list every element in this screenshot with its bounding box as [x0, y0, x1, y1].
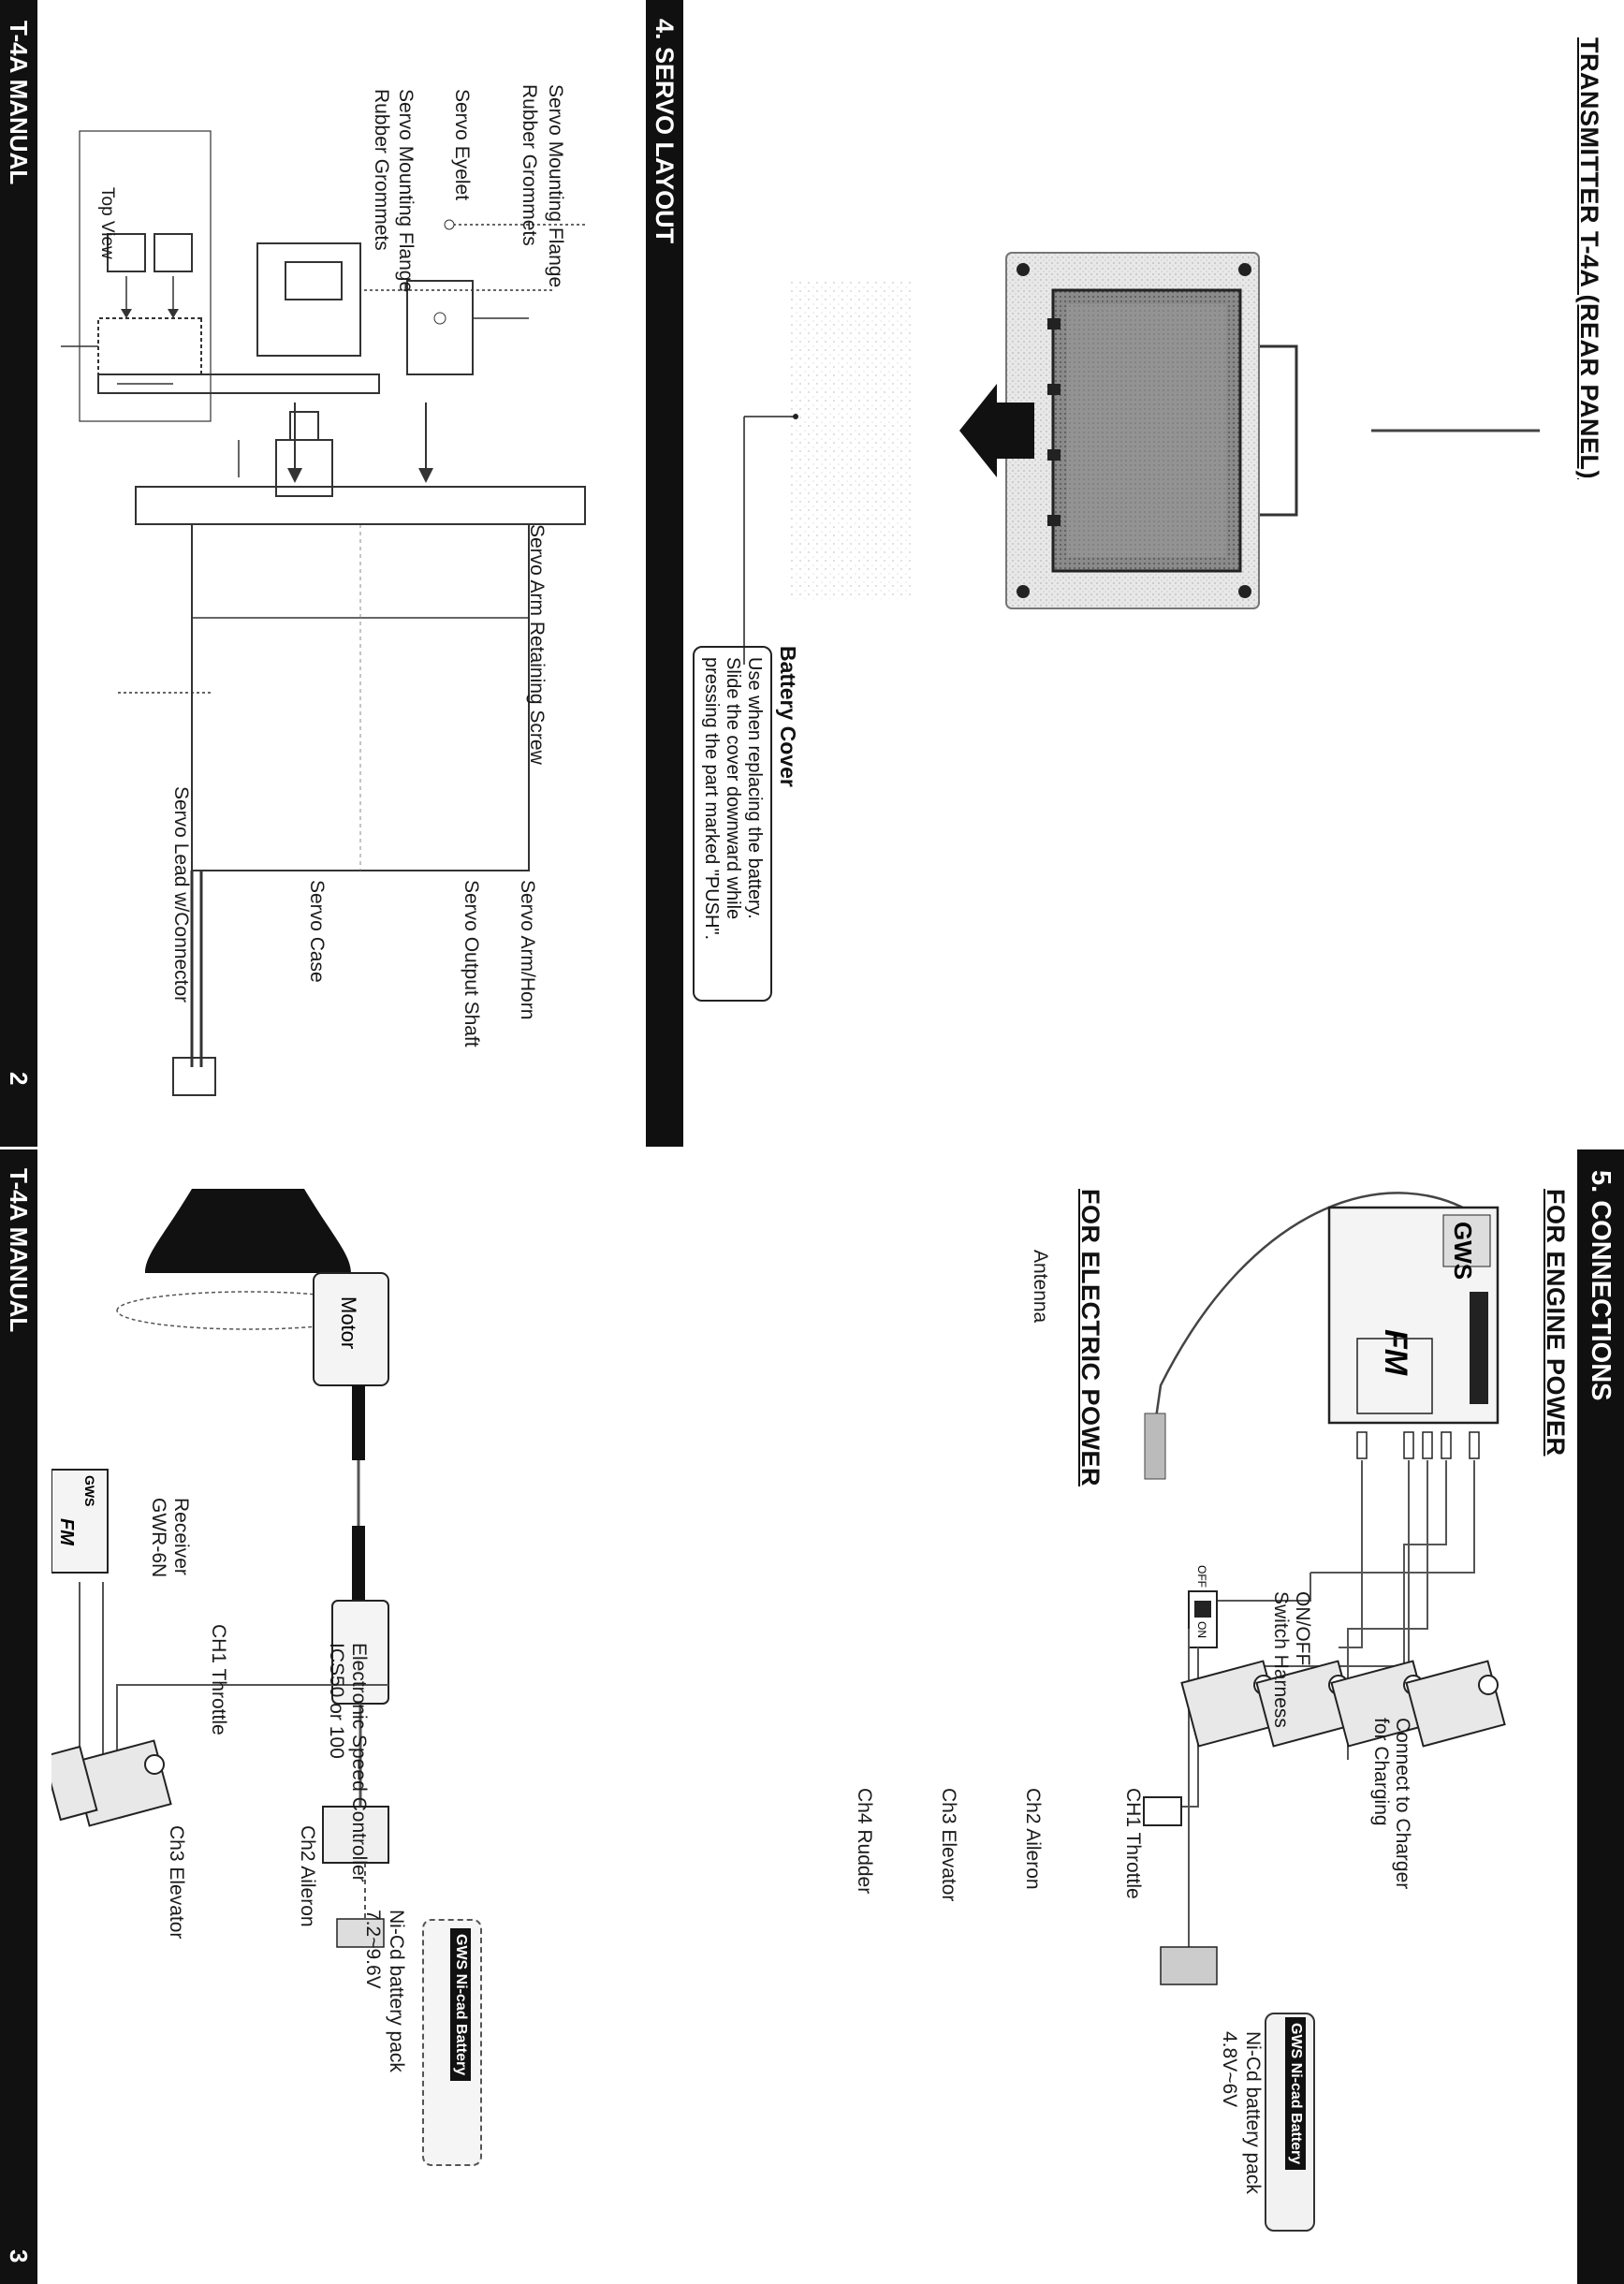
motor-text: Motor — [337, 1296, 360, 1350]
transmitter-rear-panel-illustration — [950, 234, 1558, 627]
label-esc-line1: Electronic Speed Controller — [348, 1643, 370, 1882]
battery-cover-line: Use when replacing the battery. — [744, 657, 765, 919]
footer-page-number-left: 2 — [5, 1072, 33, 1086]
footer-page-number-right: 3 — [5, 2249, 33, 2263]
electric-power-heading: FOR ELECTRIC POWER — [1076, 1189, 1105, 1486]
label-ch1-throttle: CH1 Throttle — [1122, 1788, 1144, 1899]
label-electric-ch2-aileron: Ch2 Aileron — [297, 1825, 318, 1927]
label-servo-arm-retaining-screw: Servo Arm Retaining Screw — [526, 524, 548, 765]
battery-cover-title: Battery Cover — [776, 646, 800, 787]
engine-battery-label: GWS Ni-cad Battery — [1285, 2017, 1306, 2170]
footer-title-right: T-4A MANUAL — [5, 1168, 33, 1333]
label-rubber-grommets-2: Rubber Grommets — [371, 89, 392, 251]
label-rubber-grommets: Rubber Grommets — [519, 84, 540, 246]
transmitter-rear-panel-heading: TRANSMITTER T-4A (REAR PANEL) — [1575, 37, 1603, 479]
label-electric-pack-line2: 7.2~9.6V — [362, 1910, 384, 1989]
label-switch-line1: ON/OFF — [1292, 1591, 1313, 1666]
label-ch2-aileron: Ch2 Aileron — [1022, 1788, 1044, 1890]
label-servo-arm-horn: Servo Arm/Horn — [517, 880, 538, 1020]
label-servo-mounting-flange: Servo Mounting Flange — [545, 84, 566, 288]
battery-cover-instructions — [693, 646, 772, 1002]
label-esc-line2: ICS50 or 100 — [326, 1643, 347, 1759]
battery-cover-line: Slide the cover downward while — [723, 657, 743, 920]
engine-receiver-fm-text: FM — [1378, 1329, 1413, 1376]
servo-layout-band: 4. SERVO LAYOUT — [646, 0, 683, 1147]
connections-band: 5. CONNECTIONS — [1577, 1149, 1624, 2284]
label-servo-eyelet: Servo Eyelet — [451, 89, 473, 201]
label-ch4-rudder: Ch4 Rudder — [854, 1788, 875, 1895]
electric-receiver-brand-text: GWS — [82, 1475, 97, 1507]
label-receiver-line1: Receiver — [170, 1498, 192, 1575]
label-engine-pack-line2: 4.8V~6V — [1219, 2031, 1240, 2108]
label-electric-pack-line1: Ni-Cd battery pack — [386, 1910, 407, 2072]
electric-receiver-fm-text: FM — [56, 1518, 77, 1545]
footer-page-2 — [0, 0, 37, 1147]
battery-cover-line: pressing the part marked "PUSH". — [701, 657, 722, 941]
battery-cover-callout — [683, 646, 800, 1002]
footer-page-3 — [0, 1149, 37, 2284]
label-antenna: Antenna — [1030, 1250, 1051, 1324]
electric-battery-label: GWS Ni-cad Battery — [450, 1928, 471, 2081]
label-switch-line2: Switch Harness — [1270, 1591, 1292, 1728]
footer-title-left: T-4A MANUAL — [5, 21, 33, 185]
engine-switch-on-text: ON — [1195, 1621, 1208, 1638]
label-receiver-line2: GWR-6N — [148, 1498, 169, 1578]
label-engine-pack-line1: Ni-Cd battery pack — [1242, 2031, 1264, 2194]
label-charger-line1: Connect to Charger — [1392, 1718, 1413, 1890]
label-top-view: Top View — [97, 187, 117, 259]
label-electric-ch3-elevator: Ch3 Elevator — [166, 1825, 187, 1940]
electric-power-diagram — [51, 1161, 1062, 2275]
label-servo-case: Servo Case — [306, 880, 328, 983]
label-servo-output-shaft: Servo Output Shaft — [461, 880, 482, 1047]
engine-power-heading: FOR ENGINE POWER — [1542, 1189, 1570, 1457]
label-ch3-elevator: Ch3 Elevator — [938, 1788, 959, 1902]
label-charger-line2: for Charging — [1370, 1718, 1392, 1826]
engine-switch-off-text: OFF — [1195, 1565, 1208, 1588]
label-servo-mounting-flange-2: Servo Mounting Flange — [395, 89, 417, 293]
label-servo-lead: Servo Lead w/Connector — [170, 786, 192, 1003]
label-electric-ch1-throttle: CH1 Throttle — [208, 1624, 229, 1735]
engine-receiver-brand-text: GWS — [1449, 1222, 1477, 1281]
